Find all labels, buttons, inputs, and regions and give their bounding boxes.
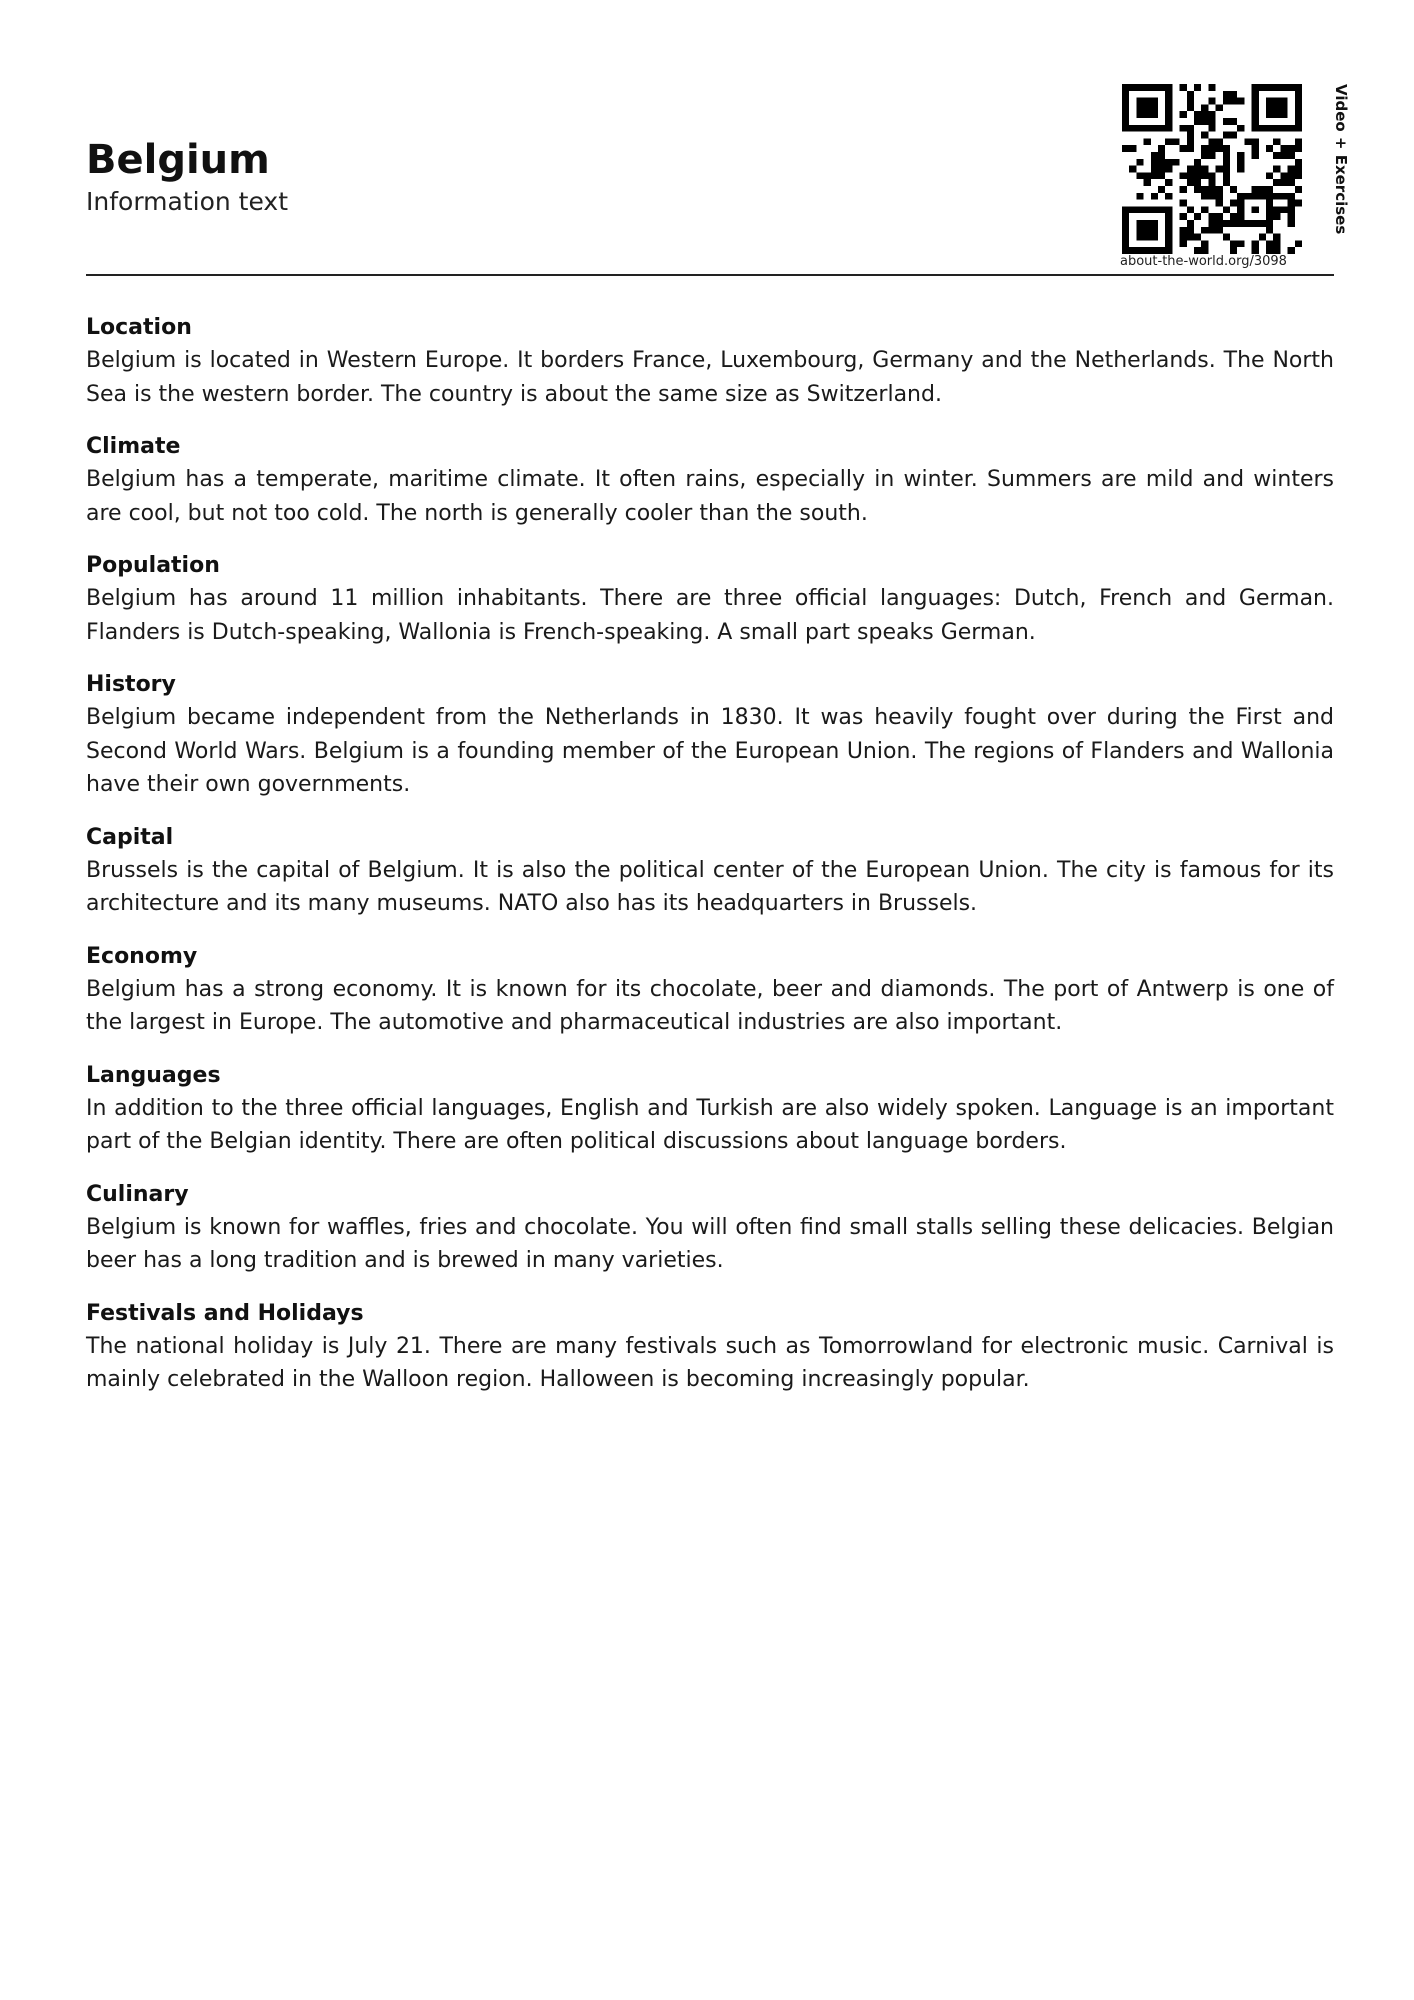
section-heading: Population [86,553,220,578]
document-header [86,84,1350,274]
section-capital [86,822,1334,921]
section-heading: Culinary [86,1181,189,1207]
section-climate [86,431,1334,530]
section-text: Belgium is located in Western Europe. It borders France, Luxembourg, Germany and the Netherlands. The North Sea is the western border. The country is about the same size as Switzerland. [86,348,1334,407]
section-text: The national holiday is July 21. There are many festivals such as Tomorrowland for electronic music. Carnival is mainly celebrated in the Walloon region. Halloween is becoming increasingly popular. [86,1333,1334,1392]
qr-side-label: Video + Exercises [1332,84,1350,235]
page-title: Belgium [86,137,270,183]
section-text: Belgium has a strong economy. It is known for its chocolate, beer and diamonds. The port of Antwerp is one of the largest in Europe. The automotive and pharmaceutical industries are also important. [86,976,1334,1035]
section-heading: Languages [86,1062,221,1088]
section-text: Belgium became independent from the Netherlands in 1830. It was heavily fought over during the First and Second World Wars. Belgium is a founding member of the European Union. The regions of Flanders and Wallonia have their own governments. [86,705,1334,797]
section-text: Belgium is known for waffles, fries and chocolate. You will often find small stalls selling these delicacies. Belgian beer has a long tradition and is brewed in many varieties. [86,1214,1334,1273]
section-economy [86,941,1334,1040]
page-subtitle: Information text [86,187,289,216]
section-history [86,669,1334,802]
section-location [86,312,1334,411]
section-heading: Festivals and Holidays [86,1300,364,1326]
section-text: Belgium has around 11 million inhabitants. There are three official languages: Dutch, French and German. Flanders is Dutch-speaking, Wallonia is French-speaking. A small part speaks German. [86,586,1334,645]
section-text: Brussels is the capital of Belgium. It is also the political center of the European Union. The city is famous for its architecture and its many museums. NATO also has its headquarters in Brussels. [86,857,1334,916]
document-body [86,312,1334,1417]
section-heading: History [86,672,176,697]
qr-url[interactable]: about-the-world.org/3098 [1120,254,1287,269]
section-culinary [86,1179,1334,1278]
qr-code-icon [1122,84,1302,254]
section-population [86,550,1334,649]
qr-block [1120,84,1350,274]
section-text: In addition to the three official languages, English and Turkish are also widely spoken. Language is an important part of the Belgian identity. There are often political discussions about language borders. [86,1095,1334,1154]
section-text: Belgium has a temperate, maritime climate. It often rains, especially in winter. Summers are mild and winters are cool, but not too cold. The north is generally cooler than the south. [86,467,1334,526]
section-heading: Location [86,315,192,340]
section-languages [86,1060,1334,1159]
section-heading: Economy [86,943,198,969]
section-heading: Capital [86,824,174,850]
header-divider [86,274,1334,276]
section-festivals [86,1298,1334,1397]
section-heading: Climate [86,434,181,459]
